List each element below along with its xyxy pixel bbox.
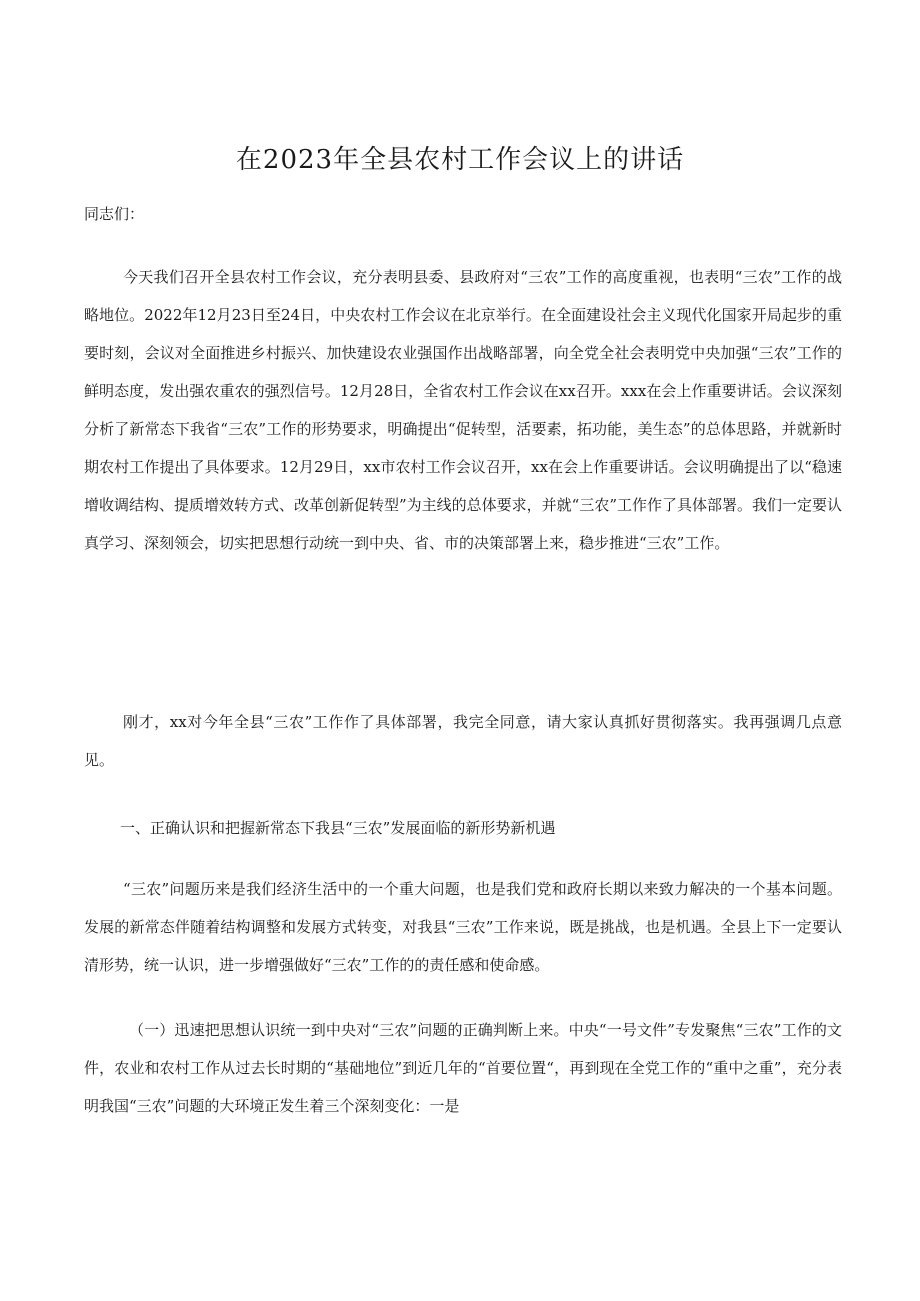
paragraph-intro: 今天我们召开全县农村工作会议，充分表明县委、县政府对“三农”工作的高度重视，也表明“三农”工作的战略地位。2022年12月23日至24日，中央农村工作会议在北京举行。在全面建设社会主义现代化国家开局起步的重要时刻，会议对全面推进乡村振兴、加快建设农业强国作出战略部署，向全党全社会表明党中央加强“三农”工作的鲜明态度，发出强农重农的强烈信号。12月28日，全省农村工作会议在xx召开。xxx在会上作重要讲话。会议深刻分析了新常态下我省“三农”工作的形势要求，明确提出“促转型，活要素，拓功能，美生态”的总体思路，并就新时期农村工作提出了具体要求。12月29日，xx市农村工作会议召开，xx在会上作重要讲话。会议明确提出了以“稳速增收调结构、提质增效转方式、改革创新促转型”为主线的总体要求，并就“三农”工作作了具体部署。我们一定要认真学习、深刻领会，切实把思想行动统一到中央、省、市的决策部署上来，稳步推进“三农”工作。 bbox=[84, 268, 843, 552]
paragraph-section-one: “三农”问题历来是我们经济生活中的一个重大问题，也是我们党和政府长期以来致力解决的一个基本问题。发展的新常态伴随着结构调整和发展方式转变，对我县“三农”工作来说，既是挑战，也是机遇。全县上下一定要认清形势，统一认识，进一步增强做好“三农”工作的的责任感和使命感。 bbox=[84, 880, 842, 974]
paragraph-remarks: 刚才，xx对今年全县“三农”工作作了具体部署，我完全同意，请大家认真抓好贯彻落实。我再强调几点意见。 bbox=[84, 713, 842, 769]
section-heading-one: 一、正确认识和把握新常态下我县“三农”发展面临的新形势新机遇 bbox=[120, 819, 556, 837]
greeting: 同志们： bbox=[84, 205, 145, 223]
document-title: 在2023年全县农村工作会议上的讲话 bbox=[235, 145, 685, 175]
paragraph-subsection-one: （一）迅速把思想认识统一到中央对“三农”问题的正确判断上来。中央“一号文件”专发聚焦“三农”工作的文件，农业和农村工作从过去长时期的“基础地位”到近几年的“首要位置“，再到现在全党工作的“重中之重”，充分表明我国“三农”问题的大环境正发生着三个深刻变化：一是 bbox=[84, 1021, 842, 1115]
